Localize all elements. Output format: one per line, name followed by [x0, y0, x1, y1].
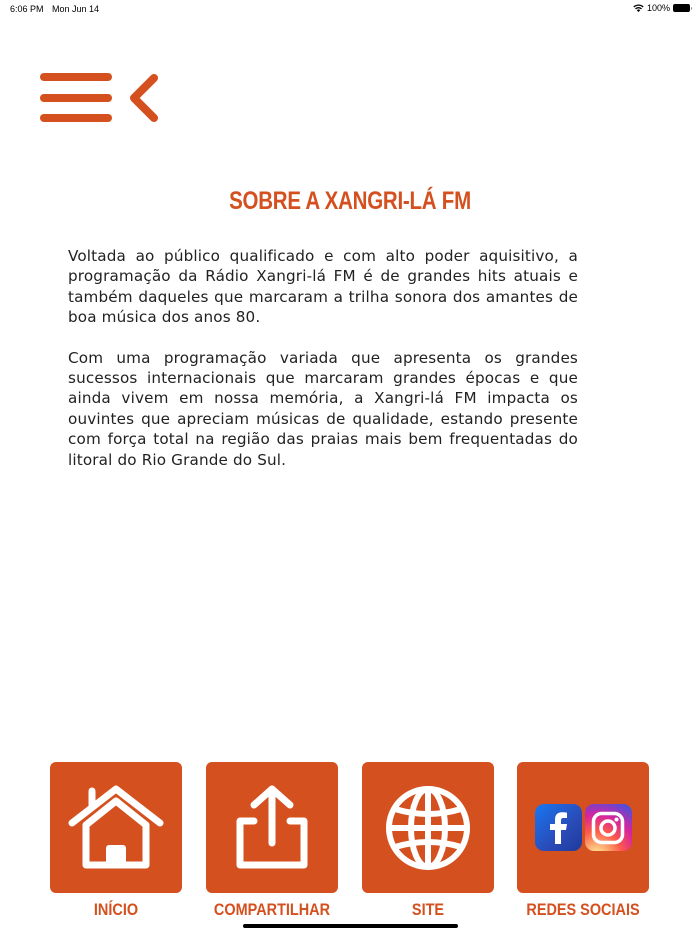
status-bar — [0, 0, 700, 18]
battery-percent: 100% — [646, 3, 670, 13]
wifi-icon — [633, 4, 644, 12]
nav-inicio-label[interactable]: INÍCIO — [93, 900, 139, 919]
hamburger-menu-icon — [44, 77, 108, 118]
nav-site-button[interactable] — [362, 762, 494, 893]
about-content — [68, 246, 578, 490]
facebook-icon — [535, 804, 582, 851]
battery-icon — [673, 4, 690, 12]
nav-redes-sociais-label[interactable]: REDES SOCIAIS — [526, 900, 640, 919]
nav-redes-sociais-button[interactable] — [517, 762, 649, 893]
instagram-icon — [585, 804, 632, 851]
nav-compartilhar-button[interactable] — [206, 762, 338, 893]
status-indicators — [633, 3, 690, 13]
nav-compartilhar-label[interactable]: COMPARTILHAR — [213, 900, 331, 919]
status-time: 6:06 PM — [10, 4, 44, 14]
home-indicator[interactable] — [243, 924, 458, 928]
nav-site-label[interactable]: SITE — [411, 900, 445, 919]
nav-inicio-button[interactable] — [50, 762, 182, 893]
share-icon — [232, 783, 312, 873]
status-date: Mon Jun 14 — [52, 4, 100, 14]
paragraph: Voltada ao público qualificado e com alto poder aquisitivo, a programação da Rádio Xangri-lá FM é de grandes hits atuais e também daqueles que marcaram a trilha sonora dos amantes de boa música dos anos 80. — [68, 247, 578, 327]
paragraph: Com uma programação variada que apresenta os grandes sucessos internacionais que marcaram grandes épocas e que ainda vivem em nossa memória, a Xangri-lá FM impacta os ouvintes que apreciam músicas de qualidade, estando presente com força total na região das praias mais bem frequentadas do litoral do Rio Grande do Sul. — [68, 348, 578, 469]
page-title: SOBRE A XANGRI-LÁ FM — [229, 187, 471, 215]
home-icon — [66, 783, 166, 873]
social-icons — [535, 804, 632, 851]
chevron-left-icon — [134, 78, 154, 118]
globe-icon — [383, 783, 473, 873]
menu-back-button[interactable] — [40, 72, 162, 126]
